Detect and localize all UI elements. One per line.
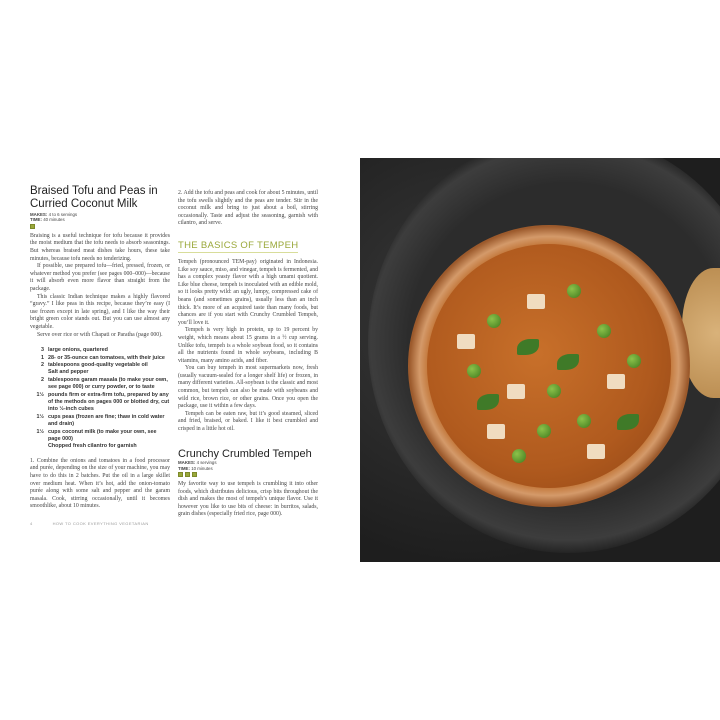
- time: [30, 217, 170, 222]
- step-2: [178, 190, 318, 228]
- ingredient-text: cups peas (frozen are fine; thaw in cold water and drain): [48, 413, 165, 428]
- ingredient: [34, 414, 170, 429]
- tofu: [527, 294, 545, 309]
- ingredient: [34, 362, 170, 369]
- ingredient: [34, 377, 170, 392]
- recipe2-title: Crunchy Crumbled Tempeh: [178, 447, 312, 460]
- ingredient: [34, 347, 170, 354]
- leaf: [477, 394, 499, 410]
- pea: [577, 414, 591, 428]
- ingredient-qty: 3: [41, 347, 44, 354]
- ingredient-text: large onions, quartered: [48, 347, 108, 354]
- tofu: [507, 384, 525, 399]
- time-label: TIME:: [30, 217, 42, 223]
- ingredient-qty: [34, 443, 48, 450]
- ingredient-qty: 1½: [36, 413, 44, 420]
- recipe2-intro: [178, 481, 318, 519]
- pea: [627, 354, 641, 368]
- ingredient-text: 28- or 35-ounce can tomatoes, with their juice: [48, 354, 165, 361]
- intro: [30, 233, 170, 339]
- paragraph: Tempeh is very high in protein, up to 19 percent by weight, which means about 15 grams in a ½ cup serving. Unlike tofu, tempeh is a whole soybean food, so it contains all the nutrients found in whole soybeans, including B vitamins, many amino acids, and fiber.: [178, 327, 318, 364]
- tofu: [607, 374, 625, 389]
- ingredient-text: tablespoons garam masala (to make your own, see page 000) or curry powder, or to taste: [48, 376, 168, 391]
- recipe-icons: [30, 224, 170, 229]
- pea: [537, 424, 551, 438]
- makes-value: 4 servings: [196, 460, 217, 466]
- makes-value: 4 to 6 servings: [48, 212, 78, 217]
- paragraph: Tempeh can be eaten raw, but it’s good steamed, sliced and fried, braised, or baked. I like it best crumbled and crisped in a little hot oil.: [178, 410, 318, 433]
- step-1-text: 1. Combine the onions and tomatoes in a food processor and purée, depending on the size of your machine, you may have to do this in 2 batches. Put the oil in a large skillet over medium heat. When it’s hot, add the onion-tomato purée along with some salt and pepper and the garam masala. Cook, stirring occasionally, until it becomes smoothlike, about 10 minutes.: [30, 457, 170, 510]
- time-value: 10 minutes: [191, 465, 213, 471]
- time-value: 40 minutes: [43, 217, 65, 223]
- ingredient-text: tablespoons good-quality vegetable oil: [48, 361, 148, 368]
- pea: [547, 384, 561, 398]
- ingredient-text: pounds firm or extra-firm tofu, prepared by any of the methods on pages 000 or blotted dry, cut into ½-inch cubes: [48, 391, 170, 413]
- pea: [512, 449, 526, 463]
- time-label: TIME:: [178, 465, 190, 471]
- recipe-type-icon: [178, 472, 183, 477]
- step-1: [30, 458, 170, 511]
- leaf: [617, 414, 639, 430]
- paragraph: If possible, use prepared tofu—fried, pressed, frozen, or whatever method you prefer (see pages 000–000)—because it will absorb even more flavor than straight from the package.: [30, 263, 170, 292]
- ingredient-qty: [34, 369, 48, 376]
- recipe-type-icon: [185, 472, 190, 477]
- tofu: [587, 444, 605, 459]
- ingredient-qty: 1: [41, 354, 44, 361]
- ingredient-qty: 2: [41, 376, 44, 383]
- paragraph: This classic Indian technique makes a highly flavored “gravy.” I like peas in this recipe, because they’re easy (I use frozen except in late spring), and I like the way their bright green color stands out. But you can use almost any vegetable.: [30, 293, 170, 330]
- ingredient: [34, 369, 170, 376]
- ingredient-text: Chopped fresh cilantro for garnish: [48, 443, 137, 450]
- makes-label: MAKES:: [30, 212, 48, 217]
- page-footer: [30, 521, 170, 526]
- curry: [427, 244, 671, 488]
- makes-label: MAKES:: [178, 460, 196, 466]
- section-heading: THE BASICS OF TEMPEH: [178, 239, 299, 251]
- pea: [597, 324, 611, 338]
- right-page-content: [178, 190, 318, 519]
- tofu: [457, 334, 475, 349]
- ingredient-list: [30, 347, 170, 451]
- left-page-content: [30, 185, 170, 526]
- ingredient-qty: 1½: [36, 391, 44, 398]
- ingredient: [34, 355, 170, 362]
- time: [178, 466, 318, 471]
- running-footer: HOW TO COOK EVERYTHING VEGETARIAN: [52, 520, 149, 526]
- page-number: 4: [30, 520, 33, 526]
- ingredient: [34, 443, 170, 450]
- ingredient-text: cups coconut milk (to make your own, see page 000): [48, 428, 157, 442]
- step-2-text: 2. Add the tofu and peas and cook for about 5 minutes, until the tofu swells slightly and the peas are tender. Stir in the coconut milk and bring to just about a boil, stirring occasionally. Taste and adjust the seasoning, garnish with cilantro, and serve.: [178, 190, 318, 227]
- paragraph: Serve over rice or with Chapati or Paratha (page 000).: [37, 331, 163, 338]
- ingredient: [34, 429, 170, 444]
- title-line: Braised Tofu and Peas in: [30, 185, 158, 197]
- tempeh-text: [178, 259, 318, 434]
- leaf: [517, 339, 539, 355]
- recipe2-intro-text: My favorite way to use tempeh is crumbling it into other foods, which distributes delicious, crisp bits throughout the dish and makes the most of tempeh’s unique flavor. Use it however you like to use bits of cheese: in burritos, salads, grain dishes (especially fried rice, page 000).: [178, 480, 318, 518]
- curry-photo: [360, 158, 720, 562]
- ingredient-qty: 2: [41, 361, 44, 368]
- title-line: Curried Coconut Milk: [30, 197, 138, 210]
- ingredient-qty: 1½: [36, 428, 44, 435]
- recipe-title: [30, 185, 170, 210]
- recipe-type-icon: [30, 224, 35, 229]
- paragraph: Braising is a useful technique for tofu because it provides the moist medium that the tofu needs to absorb seasonings. But whereas braised meat dishes take hours, these take minutes, because tofu needs no tenderizing.: [30, 232, 170, 262]
- tofu: [487, 424, 505, 439]
- pea: [567, 284, 581, 298]
- pea: [487, 314, 501, 328]
- ingredient: [34, 392, 170, 414]
- paragraph: Tempeh (pronounced TEM-pay) originated in Indonesia. Like soy sauce, miso, and vinegar, tempeh is fermented, and has a complex yeasty flavor with a high umami quotient. Like blue cheese, tempeh is inoculated with an edible mold, so it looks pretty wild: an ugly, lumpy, compressed cake of beans (and sometimes grains), usually less than an inch thick. It’s more of an acquired taste than many foods, but chances are if you start with Crunchy Crumbled Tempeh, you’ll love it.: [178, 258, 318, 326]
- leaf: [557, 354, 579, 370]
- pea: [467, 364, 481, 378]
- ingredient-text: Salt and pepper: [48, 369, 89, 376]
- paragraph: You can buy tempeh in most supermarkets now, fresh (usually vacuum-sealed for a longer shelf life) or frozen, in many different varieties. All-soybean is the classic and most common, but tempeh can also be made with soybeans and wild rice, brown rice, or other grains. Once you open the package, use it within a few days.: [178, 365, 318, 410]
- recipe-type-icon: [192, 472, 197, 477]
- recipe-icons: [178, 472, 318, 477]
